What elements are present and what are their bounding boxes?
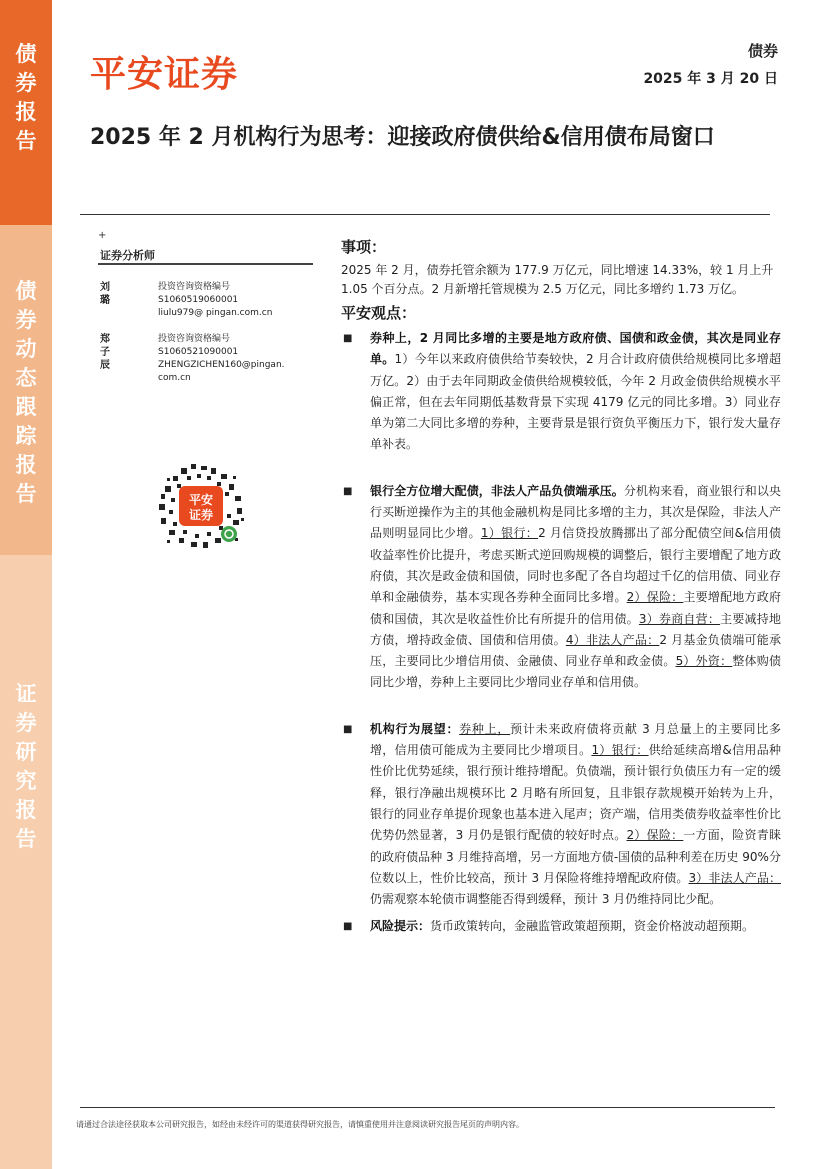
analyst-cert-label: 投资咨询资格编号 [158,334,231,344]
report-title: 2025 年 2 月机构行为思考：迎接政府债供给&信用债布局窗口 [90,125,715,150]
bullet-body: 1）今年以来政府债供给节奏较快，2 月合计政府债供给规模同比多增超万亿。2）由于去年同期政金债供给规模较低，今年 2 月政金债供给规模水平偏正常，但在去年同期低基数背景下实现 4179 亿元的同比多增。3）同业存单为第二大同比多增的券种，主要背景是银行资负平衡压力下，银行发大量存单补表。 [370,352,781,452]
sidebar-strip-report-subtype [0,225,52,555]
bullet-text: 一方面，险资青睐的政府债品种 3 月维持高增，另一方面地方债-国债的品种利差在历史 90%分位数以上，性价比较高，预计 3 月保险将维持增配政府债。 [370,828,782,885]
bullet-text: 2 月信贷投放腾挪出了部分配债空间&信用债收益率性价比提升，考虑买断式逆回购规模的调整后，银行主要增配了地方政府债，其次是政金债和国债，同时也多配了各自均超过千亿的信用债、同业存单和金融债券，基本实现各券种全面同比多增。 [370,526,781,605]
bullet-text: 预计未来政府债将贡献 3 月总量上的主要同比多增，信用债可能成为主要同比少增项目。 [370,721,781,758]
bullet-square-icon: ■ [343,485,353,497]
company-logo: 平安证券 [90,54,239,95]
non-legal-products-label: 3）非法人产品： [688,870,781,885]
insurance-label: 2）保险： [626,828,684,843]
plus-mark: + [98,230,107,241]
sidebar-label-bond-tracking: 债 券 动 态 跟 踪 报 告 [15,279,37,506]
foreign-capital-label: 5）外资： [675,654,733,669]
bullet-square-icon: ■ [343,723,353,735]
sidebar-strip-report-type [0,0,52,225]
bullet-lead: 银行全方位增大配债，非法人产品负债端承压。 [370,483,624,498]
report-date: 2025 年 3 月 20 日 [643,71,778,87]
bond-type-label: 券种上， [459,721,511,736]
insurance-label: 2）保险： [626,590,684,605]
analyst-heading: 证券分析师 [100,249,155,262]
qr-logo-line1: 平安 [188,493,214,507]
analyst-info [158,333,288,385]
analyst-email[interactable]: liulu979@ pingan.com.cn [158,308,273,318]
bullet-institutions [341,481,781,694]
bullet-outlook [341,719,781,911]
event-heading: 事项： [341,238,387,256]
analyst-email[interactable]: ZHENGZICHEN160@pingan.com.cn [158,360,285,383]
bullet-text: 供给延续高增&信用品种性价比优势延续，银行预计维持增配。负债端，预计银行负债压力有一定的缓释，银行净融出规模环比 2 月略有所回复，且非银存款规模开始转为上升，银行的同业存单提价现象也基本进入尾声；资产端，信用类债券收益率性价比优势仍然显著，3 月仍是银行配债的较好时点。 [370,743,781,843]
bullet-bond-types [341,328,781,456]
bullet-lead: 机构行为展望： [370,721,460,736]
bank-label: 1）银行： [591,743,649,758]
bullet-text: 主要减持地方债，增持政金债、国债和信用债。 [370,611,781,647]
analyst-cert-no: S1060521090001 [158,347,239,357]
analyst-name: 郑子辰 [100,334,110,371]
analyst-cert-label: 投资咨询资格编号 [158,282,231,292]
sidebar-label-bond-report: 债 券 报 告 [15,42,37,153]
bullet-risk [341,916,781,937]
qr-code-icon [151,456,251,556]
bullet-text: 分机构来看，商业银行和以央行买断逆操作为主的其他金融机构是同比多增的主力，其次是保险，非法人产品则明显同比少增。 [370,483,781,541]
analyst-divider [98,263,313,265]
footer-divider [80,1107,775,1108]
main-content [341,236,781,938]
bank-label: 1）银行： [480,526,539,541]
broker-label: 3）券商自营： [638,611,721,626]
bullet-square-icon: ■ [343,333,353,344]
analyst-info [158,281,288,320]
analyst-cert-no: S1060519060001 [158,295,239,305]
footer-disclaimer: 请通过合法途径获取本公司研究报告，如经由未经许可的渠道获得研究报告，请慎重使用并注意阅读研究报告尾页的声明内容。 [76,1120,524,1129]
bullet-square-icon: ■ [343,921,353,933]
qr-logo-line2: 证券 [188,508,214,522]
title-divider [80,214,770,215]
report-category: 债券 [747,42,778,60]
bullet-text: 主要增配地方政府债和国债，其次是收益性价比有所提升的信用债。 [370,590,781,626]
bullet-lead: 风险提示： [370,919,431,934]
non-legal-products-label: 4）非法人产品： [565,632,660,647]
bullet-lead: 券种上，2 月同比多增的主要是地方政府债、国债和政金债，其次是同业存单。 [370,331,781,367]
analyst-name: 刘璐 [100,282,110,306]
sidebar-strip-research [0,555,52,1169]
bullet-text: 仍需观察本轮债市调整能否得到缓释，预计 3 月仍维持同比少配。 [370,892,722,907]
bullet-body: 货币政策转向，金融监管政策超预期，资金价格波动超预期。 [430,919,755,934]
bullet-text: 整体购债同比少增，券种上主要同比少增同业存单和信用债。 [370,654,781,690]
bullet-text: 2 月基金负债端可能承压，主要同比少增信用债、金融债、同业存单和政金债。 [370,632,781,669]
event-summary: 2025 年 2 月，债券托管余额为 177.9 万亿元，同比增速 14.33%，较 1 月上升 1.05 个百分点。2 月新增托管规模为 2.5 万亿元，同比多增约 1.73 万亿。 [341,263,774,296]
sidebar-label-securities-research: 证 券 研 究 报 告 [15,682,37,851]
view-heading: 平安观点： [341,304,417,322]
